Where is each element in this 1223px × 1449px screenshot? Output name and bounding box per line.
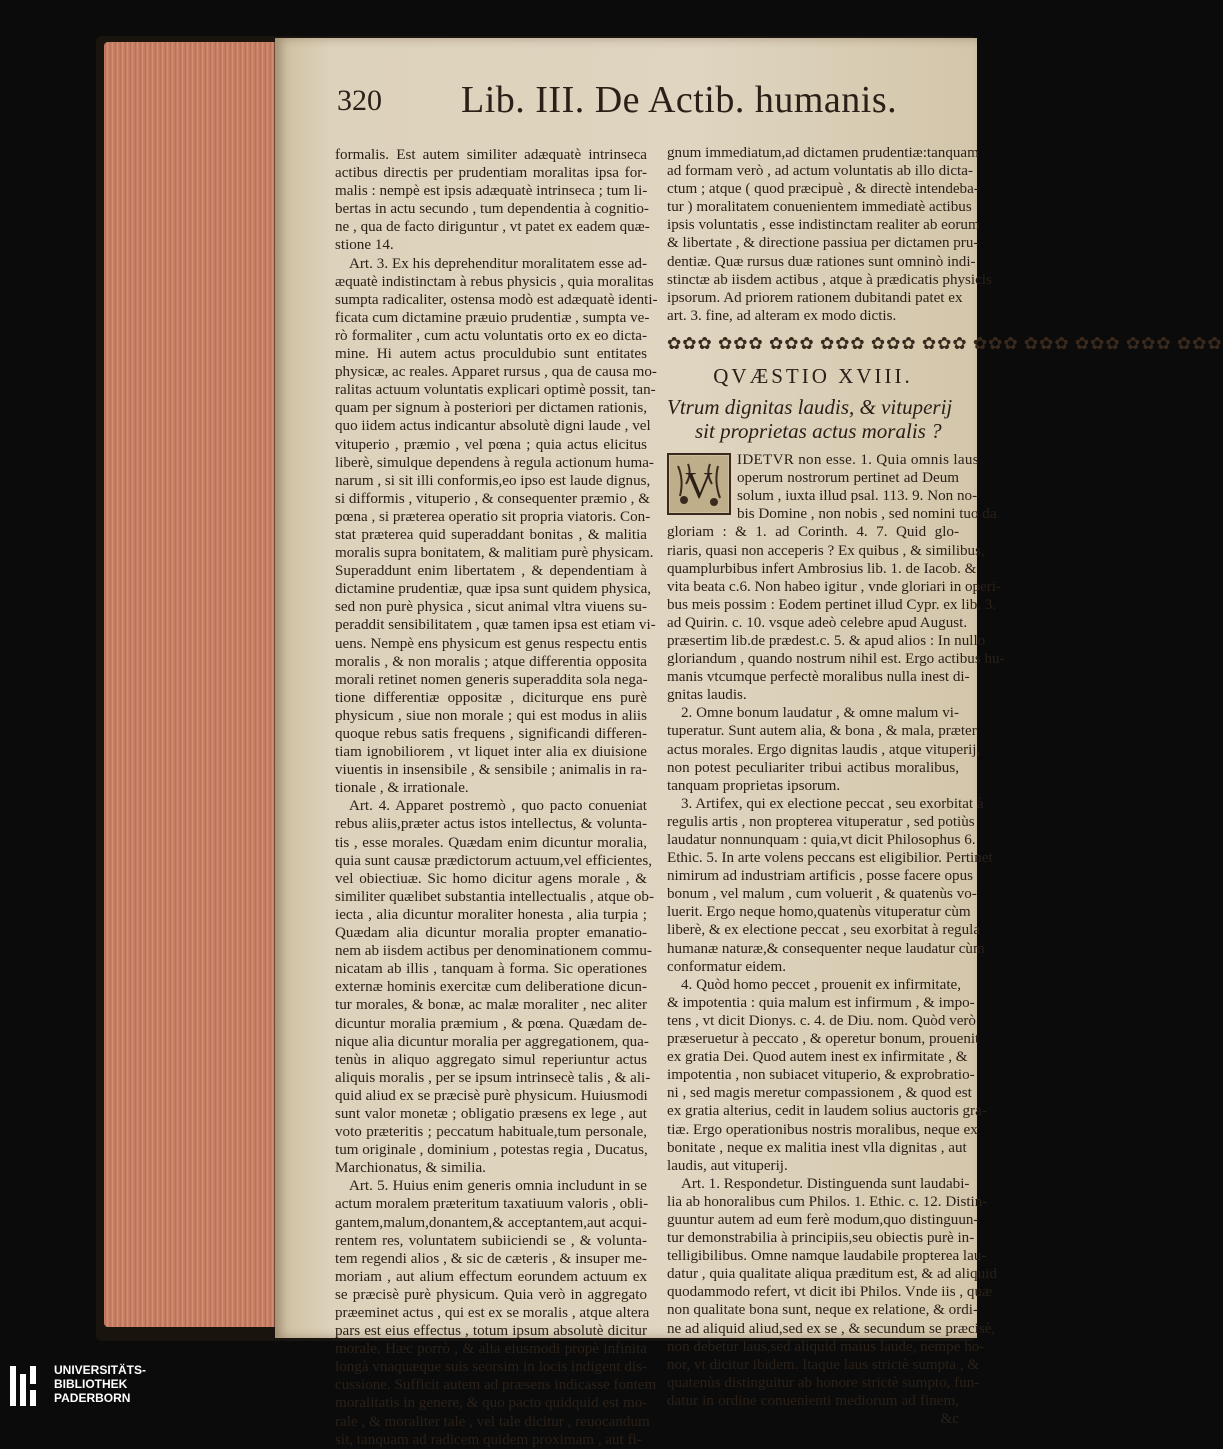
text-line: nicatam ab illis , tanquam à forma. Sic operationes: [335, 961, 647, 978]
text-line: tur morales, & bonæ, ac malæ moraliter , nec aliter: [335, 997, 647, 1014]
text-line: rebus aliis,præter actus istos intellectus, & volunta-: [335, 816, 647, 833]
library-logo: [8, 1362, 248, 1412]
text-line: stione 14.: [335, 237, 394, 254]
text-line: vel obiectiuæ. Sic homo dicitur agens morale , &: [335, 870, 647, 887]
text-line: liberè, simulque dependens à regula actionum huma-: [335, 454, 654, 471]
text-line: non qualitate bona sunt, neque ex relatione, & ordi-: [667, 1302, 979, 1319]
text-line: physicæ, ac reales. Apparet rursus , qua de causa mo-: [335, 364, 657, 381]
library-name-line3: PADERBORN: [54, 1391, 131, 1405]
text-line: Art. 5. Huius enim generis omnia includunt in se: [349, 1178, 647, 1195]
quaestio-subtitle-2: sit proprietas actus moralis ?: [695, 419, 942, 444]
quaestio-title: QVÆSTIO XVIII.: [713, 363, 913, 388]
text-line: lia ab honoralibus cum Philos. 1. Ethic. c. 12. Distin-: [667, 1193, 988, 1210]
text-line: moralis supra bonitatem, & malitiam purè physicam.: [335, 545, 654, 562]
text-line: ctum ; atque ( quod præcipuè , & directè intendeba-: [667, 181, 979, 198]
text-line: præseruetur à peccato , & operetur bonum, prouenit: [667, 1031, 980, 1048]
text-line: narum , si sit illi conformis,eo ipso est laude dignus,: [335, 472, 651, 489]
text-line: ne ad aliquid aliud,sed ex se , & secundum se præcisè,: [667, 1320, 996, 1337]
text-line: tur demonstrabilia à principiis,seu obiectis purè in-: [667, 1230, 975, 1247]
text-line: tanquam proprietas ipsorum.: [667, 777, 841, 794]
quaestio-body: [667, 451, 1005, 1428]
text-line: iecta , alia dicuntur moraliter honesta , alia turpia ;: [335, 906, 647, 923]
text-line: & impotentia : quia malum est infirmum , & impo-: [667, 994, 975, 1011]
text-line: tiam ignobiliorem , vt liquet inter alia ex diuisione: [335, 744, 647, 761]
text-line: quid aliud ex se præcisè purè physicum. Huiusmodi: [335, 1087, 648, 1104]
text-line: 4. Quòd homo peccet , prouenit ex infirmitate,: [681, 976, 961, 993]
text-line: pœna , si præterea operatio sit propria viatoris. Con-: [335, 508, 651, 525]
ornament-divider: ✿✿✿ ✿✿✿ ✿✿✿ ✿✿✿ ✿✿✿ ✿✿✿ ✿✿✿ ✿✿✿ ✿✿✿ ✿✿✿ ✿✿✿: [667, 333, 1223, 353]
text-line: ipsorum. Ad priorem rationem dubitandi patet ex: [667, 289, 963, 306]
text-line: non potest peculiariter tribui actibus moralibus,: [667, 759, 959, 776]
text-line: tem regendi alios , & sic de cæteris , & insuper me-: [335, 1250, 647, 1267]
text-line: quamplurbibus infert Ambrosius lib. 1. de Iacob. &: [667, 560, 977, 577]
text-line: tiæ. Ergo operationibus nostris moralibus, neque ex: [667, 1121, 978, 1138]
text-line: gloriam : & 1. ad Corinth. 4. 7. Quid glo-: [667, 524, 959, 541]
library-name: [54, 1363, 146, 1405]
text-line: impotentia , non subiacet vituperio, & exprobratio-: [667, 1067, 975, 1084]
text-line: nor, vt dicitur ibidem. Itaque laus strictè sumpta , &: [667, 1356, 980, 1373]
text-line: sunt valor monetæ ; obligatio præsens ex lege , aut: [335, 1105, 647, 1122]
text-line: bonitate , neque ex malitia inest vlla dignitas , aut: [667, 1139, 967, 1156]
text-line: nimirum ad industriam artificis , posse facere opus: [667, 868, 973, 885]
text-line: tis , esse morales. Quædam enim dicuntur moralia,: [335, 834, 647, 851]
text-line: Art. 3. Ex his deprehenditur moralitatem esse ad-: [349, 255, 647, 272]
text-line: &c: [940, 1411, 959, 1427]
text-line: tens , vt dicit Dionys. c. 4. de Diu. nom. Quòd verò: [667, 1012, 976, 1029]
text-line: ni , sed magis meretur compassionem , & quod est: [667, 1085, 972, 1102]
text-line: voto præteritis ; peccatum habituale,tum personale,: [335, 1124, 647, 1141]
text-line: tuperatur. Sunt autem alia, & bona , & mala, præter: [667, 723, 977, 740]
text-line: dicuntur moralia præmium , & pœna. Quædam de-: [335, 1015, 647, 1032]
library-name-line1: UNIVERSITÄTS-: [54, 1363, 147, 1377]
text-line: quo iidem actus indicantur absolutè digni laude , vel: [335, 418, 651, 435]
quaestio-subtitle-1: Vtrum dignitas laudis, & vituperij: [667, 395, 953, 420]
text-line: Art. 4. Apparet postremò , quo pacto conueniat: [349, 798, 647, 815]
text-line: pars est eius effectus , totum ipsum absolutè dicitur: [335, 1323, 647, 1340]
text-line: peraddit sensibilitatem , quæ tamen ipsa est etiam vi-: [335, 617, 656, 634]
text-line: manis vtcumque perfectè moralibus nulla inest di-: [667, 669, 970, 686]
text-line: actus morales. Ergo dignitas laudis , atque vituperij,: [667, 741, 981, 758]
floral-initial-icon: [670, 456, 728, 512]
text-line: ralitas actuum voluntatis explicari optimè possit, tan-: [335, 382, 656, 399]
text-line: mine. Hi autem actus proculdubio sunt entitates: [335, 346, 647, 363]
text-line: dictamine prudentiæ, quæ ipsa sunt quidem physica,: [335, 581, 652, 598]
text-line: bertas in actu secundo , tum dependentia à cognitio-: [335, 201, 649, 218]
text-line: rale , & moraliter tale , vel tale dicitur , reuocandum: [335, 1413, 650, 1430]
text-line: tur ) moralitatem conuenientem immediatè actibus: [667, 199, 972, 216]
book-page: [275, 38, 1223, 1448]
text-line: actibus directis per prudentiam moralitas ipsa for-: [335, 165, 647, 182]
text-line: sumpta radicaliter, ostensa modò est adæquatè identi-: [335, 291, 658, 308]
text-line: datur , quia qualitate aliqua præditum est, & ad aliquid: [667, 1266, 997, 1283]
library-mark-icon: [8, 1364, 44, 1408]
text-line: vituperio , præmio , vel pœna ; quia actus elicitus: [335, 436, 647, 453]
text-line: morale. Hæc porrò , & alia eiusmodi propè infinita: [335, 1341, 647, 1358]
text-line: gloriandum , quando nostrum nihil est. Ergo actibus hu-: [667, 651, 1005, 668]
text-line: stinctæ ab iisdem actibus , atque à prædicatis physicis: [667, 271, 992, 288]
text-line: sit, tanquam ad radicem quidem proximam , aut fi-: [335, 1431, 642, 1448]
svg-text:V: V: [685, 465, 713, 508]
text-line: riaris, quasi non acceperis ? Ex quibus , & similibus,: [667, 542, 985, 559]
text-line: si difformis , vituperio , & consequenter præmio , &: [335, 490, 650, 507]
text-line: telligibilibus. Omne namque laudabile propterea lau-: [667, 1248, 987, 1265]
text-line: Art. 1. Respondetur. Distinguenda sunt laudabi-: [681, 1175, 970, 1192]
library-name-line2: BIBLIOTHEK: [54, 1377, 128, 1391]
text-line: tione differentiæ oppositæ , diciturque ens purè: [335, 689, 647, 706]
text-line: se præcisè purè physicum. Quia verò in aggregato: [335, 1286, 647, 1303]
text-line: tenùs in aliquo aggregato simul reperiuntur actus: [335, 1051, 647, 1068]
text-line: similiter quælibet substantia intellectualis , atque ob-: [335, 888, 655, 905]
text-line: ex gratia Dei. Quod autem inest ex infirmitate , &: [667, 1049, 968, 1066]
text-line: ipsis voluntatis , esse indistinctam realiter ab eorum: [667, 217, 980, 234]
text-line: actum moralem præteritum taxatiuum valoris , obli-: [335, 1196, 649, 1213]
page-number: 320: [337, 84, 382, 117]
text-line: viuentis in insensibile , & sensibile ; animalis in ra-: [335, 762, 647, 779]
text-line: Ethic. 5. In arte volens peccans est eligibilior. Pertinet: [667, 850, 993, 867]
text-line: quia sunt causæ prædictorum actuum,vel efficientes,: [335, 852, 653, 869]
text-line: & libertate , & directione passiua per dictamen pru-: [667, 235, 979, 252]
text-line: operum nostrorum pertinet ad Deum: [737, 470, 959, 487]
text-line: æquatè indistinctam à rebus physicis , quia moralitas: [335, 273, 654, 290]
text-line: non debetur laus,sed aliquid maius laude, nempe ho-: [667, 1338, 985, 1355]
text-line: externæ hominis exercitæ cum deliberatione dicun-: [335, 979, 647, 996]
text-line: tum originale , dominium , potestas regia , Ducatus,: [335, 1142, 648, 1159]
text-line: stat præterea quid superaddant bonitas , & malitia: [335, 526, 647, 543]
text-line: malis : nempè est ipsis adæquatè intrinseca ; tum li-: [335, 183, 648, 200]
text-line: rò formaliter , cum actu voluntatis orto ex eo dicta-: [335, 327, 647, 344]
text-line: aliquis moralis , per se ipsum intrinsecè talis , & ali-: [335, 1069, 651, 1086]
text-line: formalis. Est autem similiter adæquatè intrinseca: [335, 147, 647, 163]
text-line: vita beata c.6. Non habeo igitur , vnde gloriari in operi-: [667, 578, 1002, 595]
text-line: cussione. Sufficit autem ad præsens indicasse fontem: [335, 1377, 657, 1394]
text-line: præsertim lib.de prædest.c. 5. & apud alios : In nullo: [667, 632, 986, 649]
text-line: tionale , & irrationale.: [335, 780, 469, 797]
text-line: Superaddunt enim libertatem , & dependentiam à: [335, 563, 647, 580]
text-line: physicum , siue non morale ; qui est modus in aliis: [335, 707, 647, 724]
right-column-continuation: [667, 144, 992, 325]
text-line: morali retinet nomen generis superaddita sola nega-: [335, 671, 648, 688]
left-column: [335, 146, 658, 1449]
text-line: moriam , aut alium effectum eorundem actuum ex: [335, 1268, 647, 1285]
text-line: 3. Artifex, qui ex electione peccat , seu exorbitat à: [681, 795, 984, 812]
text-line: laudatur nonnunquam : quia,vt dicit Philosophus 6.: [667, 832, 976, 848]
text-line: ad Quirin. c. 10. vsque adeò celebre apud August.: [667, 614, 968, 631]
running-title: Lib. III. De Actib. humanis.: [461, 79, 898, 121]
text-line: guuntur autem ad eum ferè modum,quo distinguun-: [667, 1211, 979, 1228]
text-line: Quædam alia dicuntur moralia propter emanatio-: [335, 925, 647, 942]
text-line: laudis, aut vituperij.: [667, 1157, 788, 1174]
text-line: IDETVR non esse. 1. Quia omnis laus: [737, 452, 979, 469]
decorated-initial: [667, 453, 731, 515]
text-line: ex gratia alterius, cedit in laudem solius auctoris gra-: [667, 1103, 987, 1120]
text-line: 2. Omne bonum laudatur , & omne malum vi-: [681, 705, 959, 722]
text-line: quodammodo refert, vt dicit ibi Philos. Vnde iis , quæ: [667, 1284, 993, 1301]
text-line: præeminet actus , qui est ex se moralis , atque altera: [335, 1305, 650, 1321]
text-line: regulis artis , non propterea vituperatur , sed potiùs: [667, 813, 975, 830]
running-head: [337, 78, 917, 138]
text-line: sed non purè physica , sicut animal vltra viuens su-: [335, 599, 647, 616]
text-line: uens. Nempè ens physicum est genus respectu entis: [335, 635, 647, 652]
text-line: gnitas laudis.: [667, 687, 747, 704]
text-line: humanæ naturæ,& consequenter neque laudatur cùm: [667, 940, 985, 957]
text-line: conformatur eidem.: [667, 958, 787, 975]
text-line: liberè, & ex electione peccat , seu exorbitat à regula: [667, 922, 981, 939]
text-line: nique alia dicuntur moralia per aggregationem, qua-: [335, 1033, 649, 1050]
text-line: quoque rebus satis frequens , significandi differen-: [335, 726, 647, 742]
text-line: moralitatis in genere, & quo pacto quidquid est mo-: [335, 1395, 648, 1412]
right-column: [667, 144, 1223, 1428]
text-line: longà vnaquæque suis seorsim in locis indigent dis-: [335, 1359, 647, 1376]
text-line: gantem,malum,donantem,& acceptantem,aut acqui-: [335, 1214, 647, 1231]
text-line: luerit. Ergo neque homo,quatenùs vituperatur cùm: [667, 904, 971, 921]
text-line: solum , iuxta illud psal. 113. 9. Non no-: [737, 488, 978, 505]
text-line: Marchionatus, & similia.: [335, 1160, 486, 1177]
text-line: ne , qua de facto diriguntur , vt patet ex eadem quæ-: [335, 219, 650, 236]
text-line: moralis , & non moralis ; atque differentia opposita: [335, 653, 647, 670]
text-line: dentiæ. Quæ rursus duæ rationes sunt omninò indi-: [667, 253, 976, 270]
text-line: rentem res, voluntatem subiiciendi se , & volunta-: [335, 1232, 647, 1249]
book-fore-edge: [104, 42, 277, 1327]
text-line: quatenùs distinguitur ab honore strictè sumpto, fun-: [667, 1374, 980, 1391]
text-line: bis Domine , non nobis , sed nomini tuo da: [737, 506, 997, 523]
text-line: ficata cum dictamine præuio prudentiæ , sumpta ve-: [335, 309, 650, 326]
text-line: bus meis possim : Eodem pertinet illud Cypr. ex lib. 3.: [667, 596, 997, 613]
text-line: datur in ordine conuenienti mediorum ad finem,: [667, 1392, 959, 1409]
text-line: ad formam verò , ad actum voluntatis ab illo dicta-: [667, 163, 973, 180]
text-line: art. 3. fine, ad alteram ex modo dictis.: [667, 307, 897, 324]
text-line: gnum immediatum,ad dictamen prudentiæ:tanquam: [667, 145, 979, 161]
text-line: bonum , vel malum , cum voluerit , & quatenùs vo-: [667, 886, 977, 903]
text-line: quam per signum à posteriori per dictamen rationis,: [335, 400, 647, 417]
text-line: nem ab iisdem actibus per denominationem commu-: [335, 943, 652, 960]
